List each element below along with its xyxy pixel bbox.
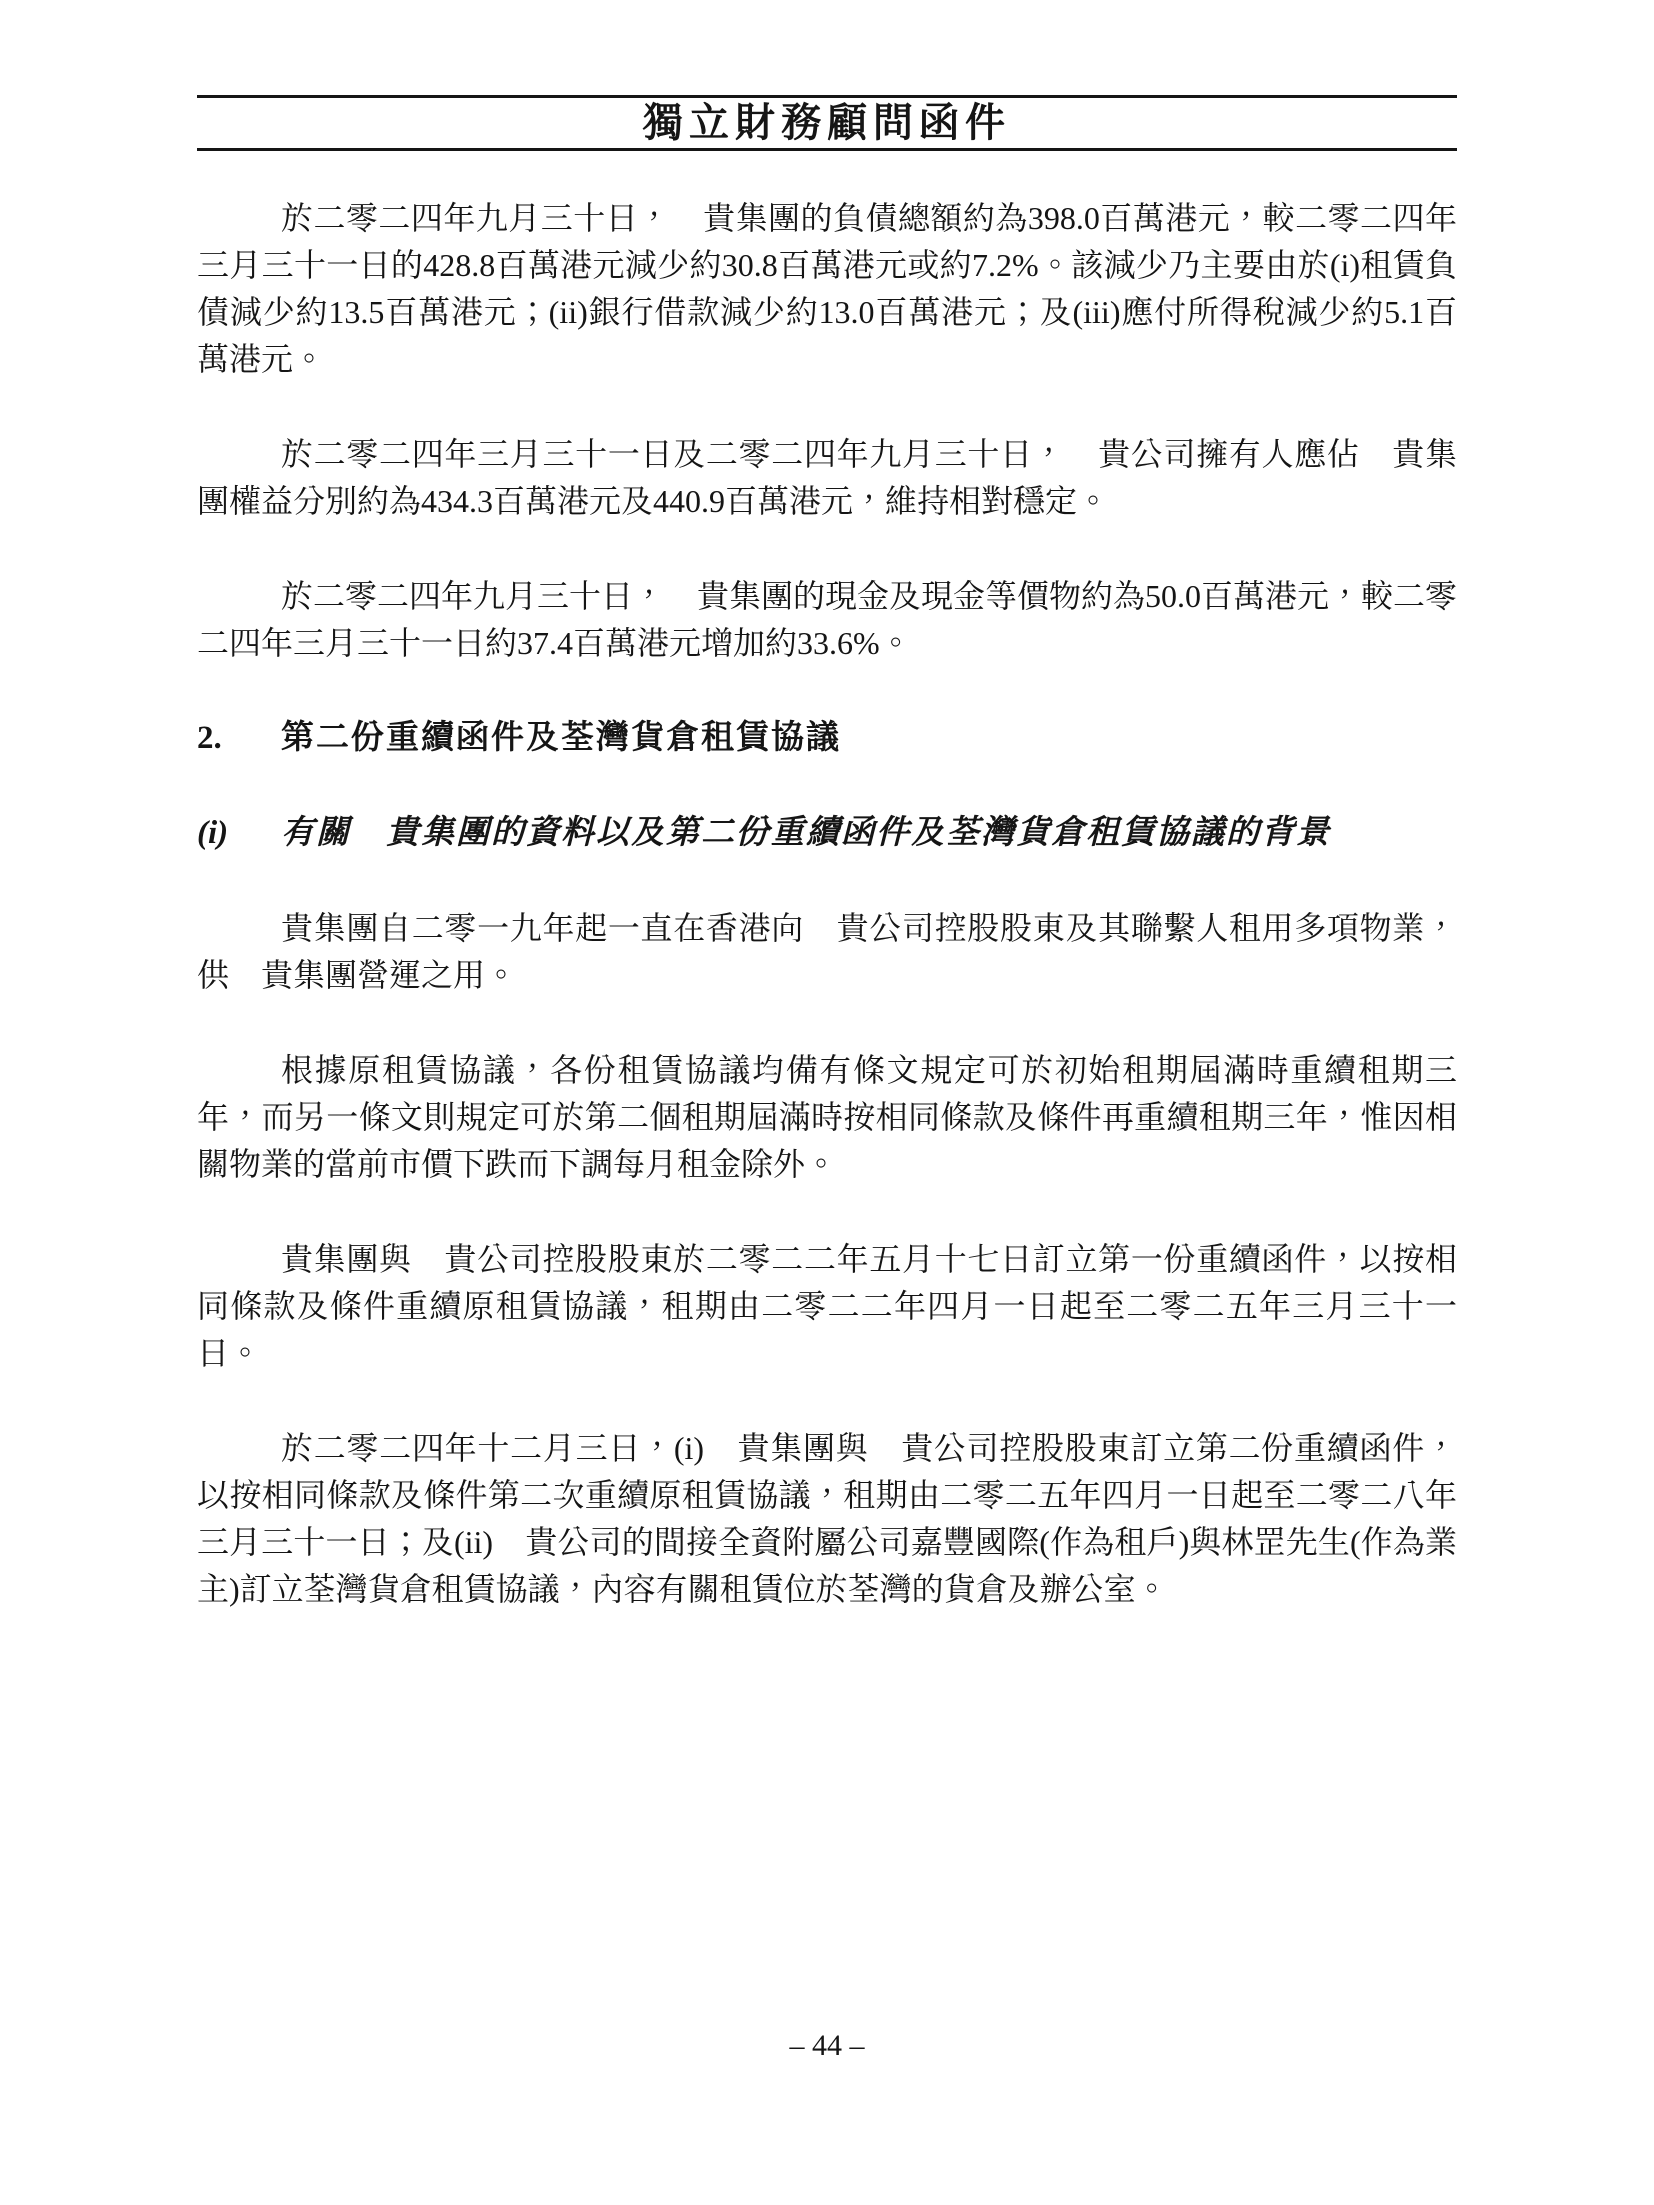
paragraph-equity: 於二零二四年三月三十一日及二零二四年九月三十日， 貴公司擁有人應佔 貴集團權益分別約為434.3百萬港元及440.9百萬港元，維持相對穩定。 [197,436,1457,519]
page-number: – 44 – [789,2029,865,2062]
page-header [197,95,1457,151]
section-title: 第二份重續函件及荃灣貨倉租賃協議 [281,720,841,756]
paragraph-total-liabilities: 於二零二四年九月三十日， 貴集團的負債總額約為398.0百萬港元，較二零二四年三月三十一日的428.8百萬港元減少約30.8百萬港元或約7.2%。該減少乃主要由於(i)租賃負債減少約13.5百萬港元；(ii)銀行借款減少約13.0百萬港元；及(iii)應付所得稅減少約5.1百萬港元。 [197,200,1457,377]
page-title: 獨立財務顧問函件 [643,100,1011,145]
subsection-number: (i) [197,815,229,851]
paragraph-second-renewal-letter: 於二零二四年十二月三日，(i) 貴集團與 貴公司控股股東訂立第二份重續函件，以按相同條款及條件第二次重續原租賃協議，租期由二零二五年四月一日起至二零二八年三月三十一日；及(ii) 貴公司的間接全資附屬公司嘉豐國際(作為租戶)與林罡先生(作為業主)訂立荃灣貨倉租賃協議，內容有關租賃位於荃灣的貨倉及辦公室。 [197,1430,1457,1607]
paragraph-original-lease-terms: 根據原租賃協議，各份租賃協議均備有條文規定可於初始租期屆滿時重續租期三年，而另一條文則規定可於第二個租期屆滿時按相同條款及條件再重續租期三年，惟因相關物業的當前市價下跌而下調每月租金除外。 [197,1052,1457,1182]
subsection-title: 有關 貴集團的資料以及第二份重續函件及荃灣貨倉租賃協議的背景 [281,815,1331,851]
section-heading-2 [197,715,1457,762]
paragraph-first-renewal-letter: 貴集團與 貴公司控股股東於二零二二年五月十七日訂立第一份重續函件，以按相同條款及條件重續原租賃協議，租期由二零二二年四月一日起至二零二五年三月三十一日。 [197,1241,1457,1371]
page-content [197,0,1457,1613]
section-number: 2. [197,720,222,756]
paragraph-cash: 於二零二四年九月三十日， 貴集團的現金及現金等價物約為50.0百萬港元，較二零二四年三月三十一日約37.4百萬港元增加約33.6%。 [197,578,1458,661]
paragraph-background-leasing: 貴集團自二零一九年起一直在香港向 貴公司控股股東及其聯繫人租用多項物業，供 貴集團營運之用。 [197,910,1457,993]
subsection-heading-i [197,810,1457,857]
